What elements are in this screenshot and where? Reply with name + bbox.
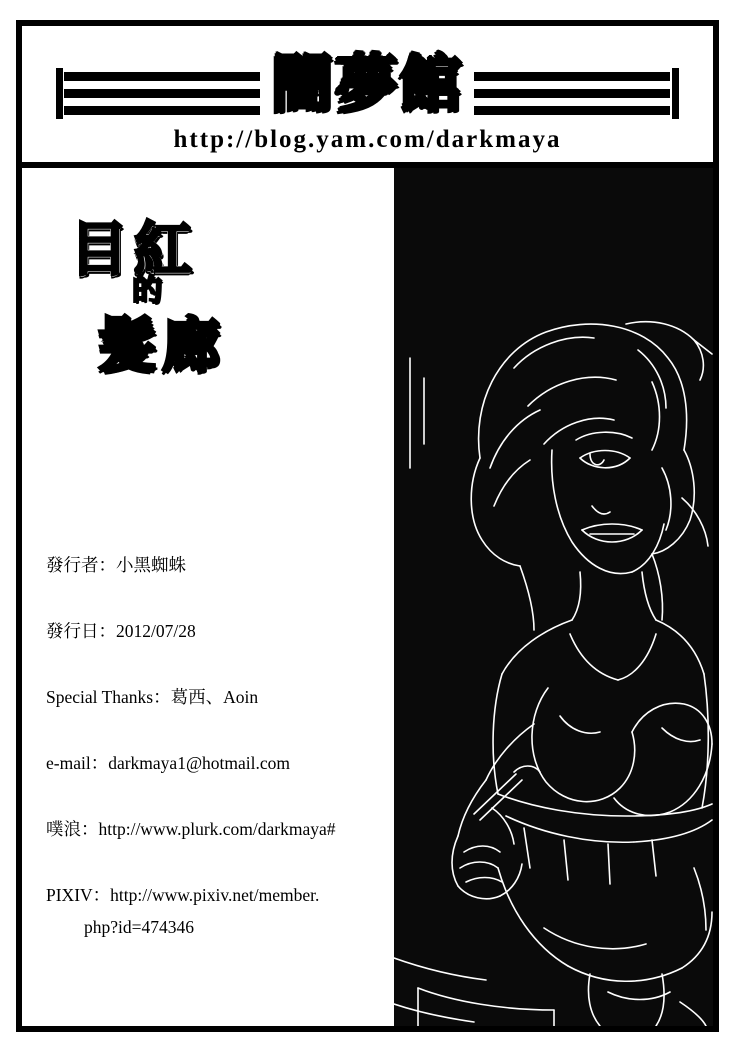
circle-logo-title: 闇夢館 bbox=[271, 47, 464, 120]
illustration-canvas bbox=[394, 168, 713, 1026]
header-band bbox=[22, 26, 713, 168]
credit-pixiv[interactable] bbox=[46, 883, 376, 939]
illustration-panel bbox=[384, 168, 713, 1026]
work-title-line-2: 的 bbox=[132, 273, 162, 308]
header-inner bbox=[36, 38, 699, 154]
body-area bbox=[22, 168, 713, 1026]
work-title bbox=[60, 215, 320, 418]
credit-release-date: 發行日：2012/07/28 bbox=[46, 621, 196, 641]
credits-block bbox=[46, 553, 376, 981]
credit-pixiv-line-1: PIXIV：http://www.pixiv.net/member. bbox=[46, 885, 320, 905]
work-title-line-1: 目紅 bbox=[70, 215, 199, 283]
credit-plurk[interactable]: 噗浪：http://www.plurk.com/darkmaya# bbox=[46, 819, 336, 839]
credit-publisher: 發行者：小黑蜘蛛 bbox=[46, 555, 186, 575]
work-title-line-3: 髮廊 bbox=[98, 311, 227, 379]
illustration-lineart bbox=[394, 168, 713, 1026]
left-column bbox=[22, 168, 377, 1026]
credit-special-thanks: Special Thanks：葛西、Aoin bbox=[46, 687, 259, 707]
blog-url[interactable]: http://blog.yam.com/darkmaya bbox=[173, 126, 562, 153]
credit-pixiv-line-2: php?id=474346 bbox=[84, 917, 194, 937]
credit-email[interactable]: e-mail：darkmaya1@hotmail.com bbox=[46, 753, 291, 773]
